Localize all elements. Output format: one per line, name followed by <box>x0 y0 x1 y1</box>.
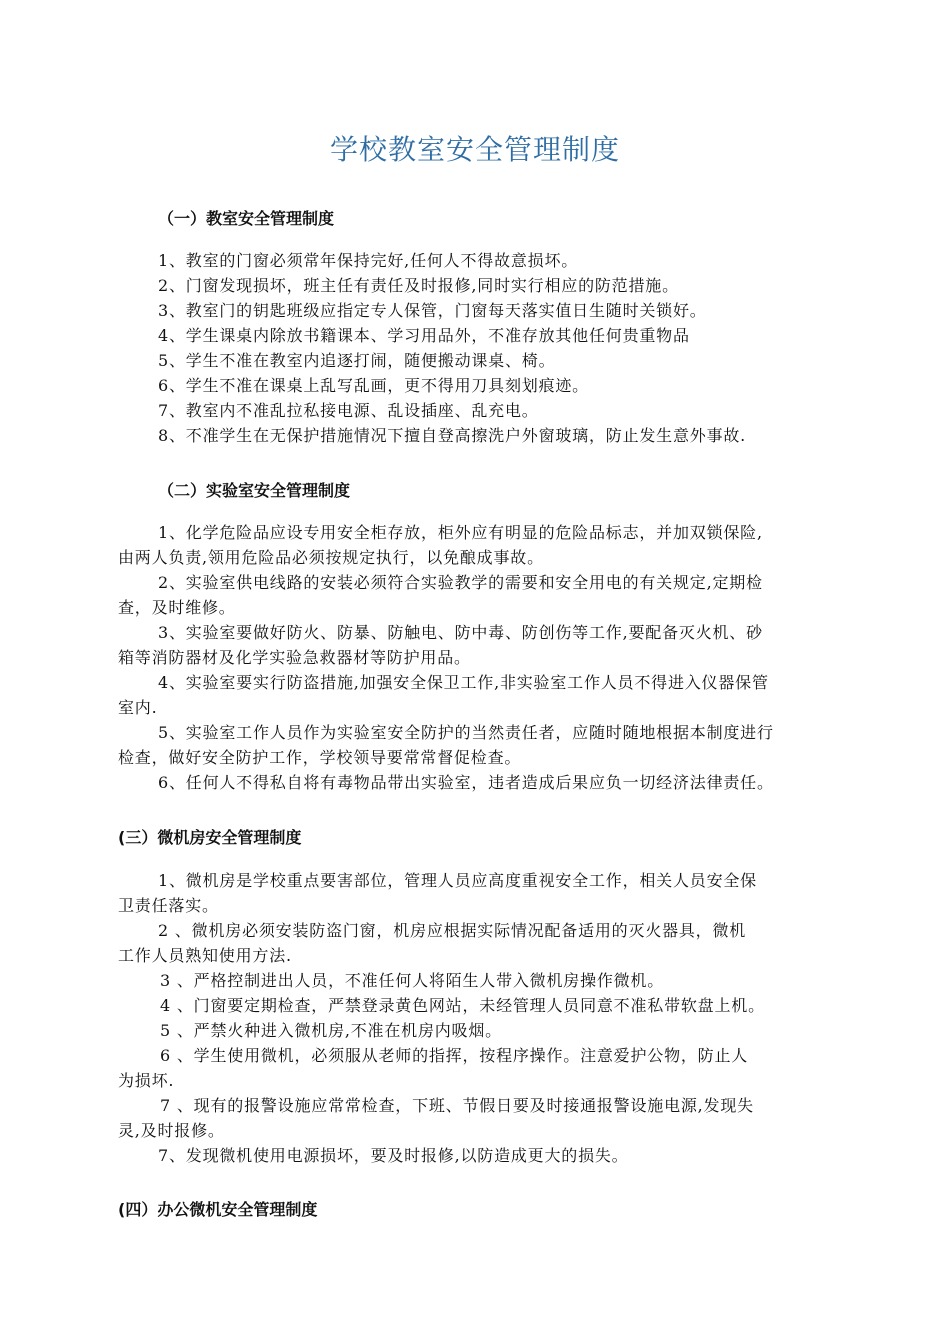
section-heading-1: （一）教室安全管理制度 <box>158 209 335 228</box>
section-3-line: 3 、严格控制进出人员，不准任何人将陌生人带入微机房操作微机。 <box>160 971 665 990</box>
section-heading-3: (三）微机房安全管理制度 <box>118 828 302 847</box>
section-3-line: 1、微机房是学校重点要害部位，管理人员应高度重视安全工作，相关人员安全保 <box>158 871 757 890</box>
section-3-line: 4 、门窗要定期检查，严禁登录黄色网站，未经管理人员同意不准私带软盘上机。 <box>160 996 765 1015</box>
section-3-line: 灵,及时报修。 <box>118 1121 225 1140</box>
section-3-line: 卫责任落实。 <box>118 896 219 915</box>
section-3-line: 5 、严禁火种进入微机房,不准在机房内吸烟。 <box>160 1021 502 1040</box>
section-3-line: 7、发现微机使用电源损坏，要及时报修,以防造成更大的损失。 <box>158 1146 629 1165</box>
section-2-line: 6、任何人不得私自将有毒物品带出实验室，违者造成后果应负一切经济法律责任。 <box>158 773 774 792</box>
section-heading-2: （二）实验室安全管理制度 <box>158 481 351 500</box>
section-heading-4: (四）办公微机安全管理制度 <box>118 1200 318 1219</box>
section-1-line: 4、学生课桌内除放书籍课本、学习用品外，不准存放其他任何贵重物品 <box>158 326 690 345</box>
page-title: 学校教室安全管理制度 <box>329 133 620 166</box>
section-2-line: 1、化学危险品应设专用安全柜存放，柜外应有明显的危险品标志，并加双锁保险, <box>158 523 763 542</box>
section-3-line: 6 、学生使用微机，必须服从老师的指挥，按程序操作。注意爱护公物，防止人 <box>160 1046 749 1065</box>
section-1-line: 8、不准学生在无保护措施情况下擅自登高擦洗户外窗玻璃，防止发生意外事故. <box>158 426 747 445</box>
section-2-line: 查，及时维修。 <box>118 598 236 617</box>
section-1-line: 2、门窗发现损坏，班主任有责任及时报修,同时实行相应的防范措施。 <box>158 276 679 295</box>
section-1-line: 1、教室的门窗必须常年保持完好,任何人不得故意损坏。 <box>158 251 579 270</box>
section-2-line: 5、实验室工作人员作为实验室安全防护的当然责任者，应随时随地根据本制度进行 <box>158 723 774 742</box>
section-2-line: 室内. <box>118 698 158 717</box>
section-2-line: 3、实验室要做好防火、防暴、防触电、防中毒、防创伤等工作,要配备灭火机、砂 <box>158 623 763 642</box>
section-3-line: 7 、现有的报警设施应常常检查，下班、节假日要及时接通报警设施电源,发现失 <box>160 1096 754 1115</box>
section-2-line: 2、实验室供电线路的安装必须符合实验教学的需要和安全用电的有关规定,定期检 <box>158 573 763 592</box>
section-1-line: 6、学生不准在课桌上乱写乱画，更不得用刀具刻划痕迹。 <box>158 376 589 395</box>
section-1-line: 3、教室门的钥匙班级应指定专人保管，门窗每天落实值日生随时关锁好。 <box>158 301 707 320</box>
section-2-line: 检查，做好安全防护工作，学校领导要常常督促检查。 <box>118 748 522 767</box>
section-3-line: 2 、微机房必须安装防盗门窗，机房应根据实际情况配备适用的灭火器具，微机 <box>158 921 747 940</box>
section-2-line: 4、实验室要实行防盗措施,加强安全保卫工作,非实验室工作人员不得进入仪器保管 <box>158 673 769 692</box>
section-3-line: 工作人员熟知使用方法. <box>118 946 292 965</box>
section-1-line: 7、教室内不准乱拉私接电源、乱设插座、乱充电。 <box>158 401 539 420</box>
section-1-line: 5、学生不准在教室内追逐打闹，随便搬动课桌、椅。 <box>158 351 556 370</box>
section-2-line: 由两人负责,领用危险品必须按规定执行，以免酿成事故。 <box>118 548 544 567</box>
section-3-line: 为损坏. <box>118 1071 175 1090</box>
section-2-line: 箱等消防器材及化学实验急救器材等防护用品。 <box>118 648 471 667</box>
